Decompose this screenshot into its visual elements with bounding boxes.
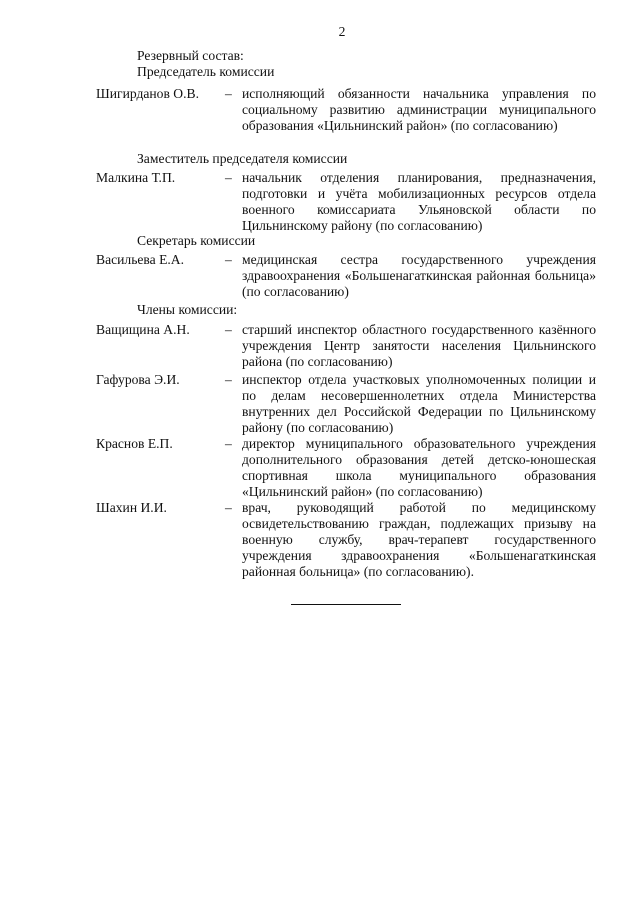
reserve-composition-heading: Резервный состав: <box>137 48 244 63</box>
member-name: Гафурова Э.И. <box>96 372 180 387</box>
member-role: директор муниципального образовательного учреждения дополнительного образования детей детско-юношеская спортивная школа муниципального образования «Цильнинский район» (по согласованию) <box>242 436 596 499</box>
end-rule <box>291 604 401 605</box>
member-role: инспектор отдела участковых уполномоченных полиции и по делам несовершеннолетних отдела Министерства внутренних дел Российской Федерации по Цильнинскому району (по согласованию) <box>242 372 596 435</box>
member-role: начальник отделения планирования, предназначения, подготовки и учёта мобилизационных ресурсов отдела военного комиссариата Ульяновской области по Цильнинскому району (по согласованию) <box>242 170 596 233</box>
page-number: 2 <box>338 24 346 39</box>
chairman-heading: Председатель комиссии <box>137 64 275 79</box>
dash-separator: – <box>225 436 232 451</box>
dash-separator: – <box>225 170 232 185</box>
member-name: Шигирданов О.В. <box>96 86 199 101</box>
member-role: старший инспектор областного государственного казённого учреждения Центр занятости населения Цильнинского района (по согласованию) <box>242 322 596 369</box>
dash-separator: – <box>225 372 232 387</box>
deputy-heading: Заместитель председателя комиссии <box>137 151 348 166</box>
member-role: врач, руководящий работой по медицинскому освидетельствованию граждан, подлежащих призыву на военную службу, врач-терапевт государственного учреждения здравоохранения «Большенагаткинская районная больница» (по согласованию). <box>242 500 596 579</box>
dash-separator: – <box>225 86 232 101</box>
member-name: Краснов Е.П. <box>96 436 173 451</box>
dash-separator: – <box>225 252 232 267</box>
member-name: Васильева Е.А. <box>96 252 185 267</box>
member-name: Шахин И.И. <box>96 500 167 515</box>
member-role: исполняющий обязанности начальника управления по социальному развитию администрации муниципального образования «Цильнинский район» (по согласованию) <box>242 86 596 133</box>
member-role: медицинская сестра государственного учреждения здравоохранения «Большенагаткинская районная больница» (по согласованию) <box>242 252 596 299</box>
members-heading: Члены комиссии: <box>137 302 238 317</box>
dash-separator: – <box>225 500 232 515</box>
secretary-heading: Секретарь комиссии <box>137 233 256 248</box>
member-name: Ващищина А.Н. <box>96 322 190 337</box>
dash-separator: – <box>225 322 232 337</box>
member-name: Малкина Т.П. <box>96 170 176 185</box>
